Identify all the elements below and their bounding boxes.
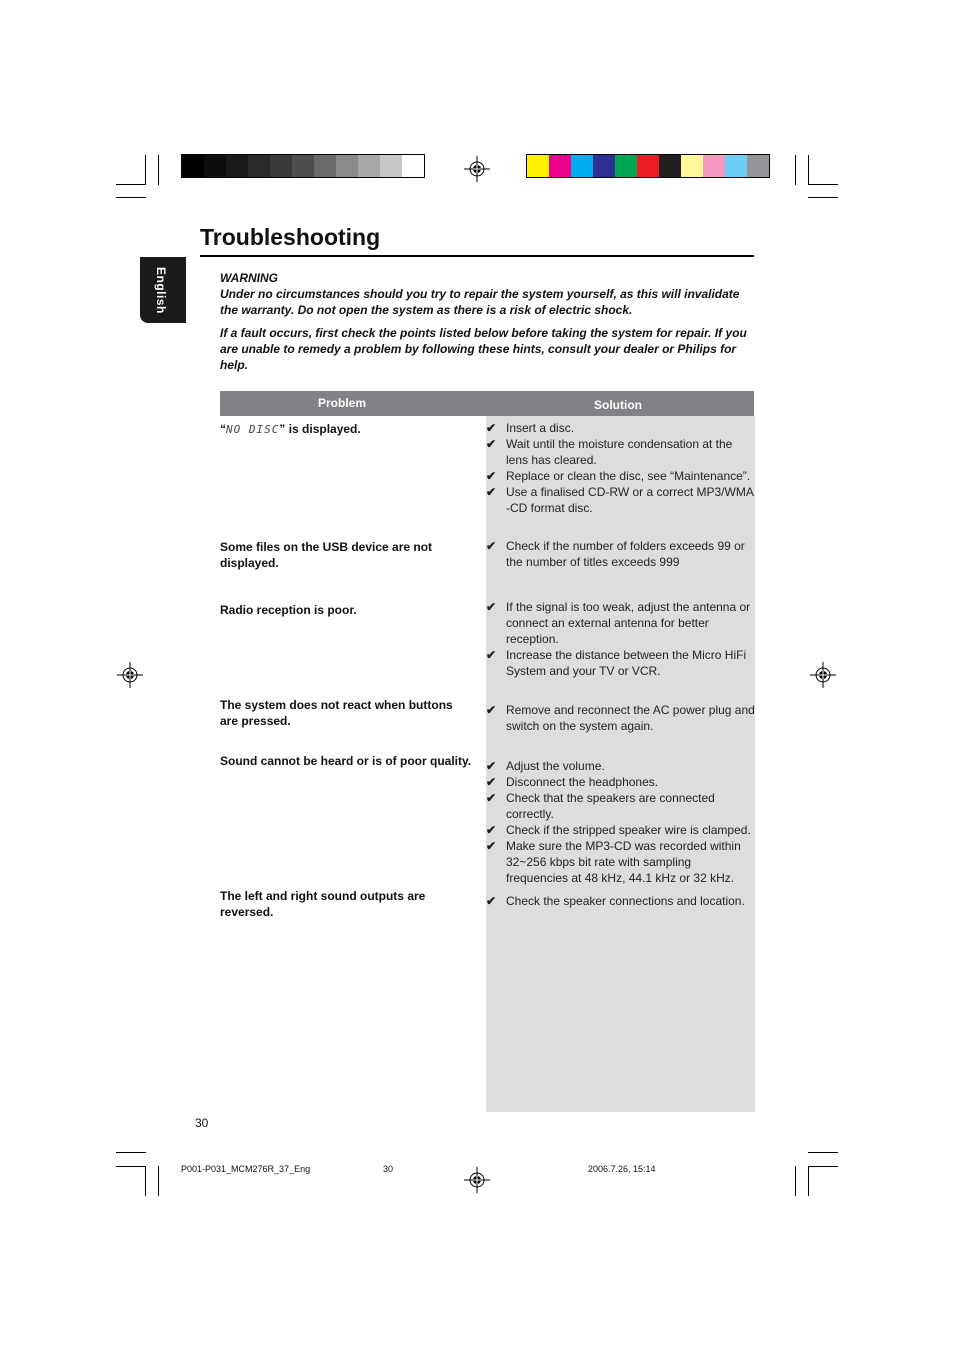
page-title: Troubleshooting [200,224,381,250]
solution-text: Insert a disc. [506,421,575,435]
solution-text: Disconnect the headphones. [506,775,659,789]
solution-list [486,702,756,734]
registration-mark-icon [810,662,836,688]
color-swatch [182,155,204,177]
warning-paragraph: If a fault occurs, first check the points listed below before taking the system for repair. If you are unable to remedy a problem by following these hints, consult your dealer or Philips for help. [220,326,747,372]
problem-text [220,421,472,438]
solution-text: Check that the speakers are connected correctly. [506,791,715,821]
color-swatch [681,155,703,177]
solution-item [486,484,756,516]
solution-list [486,538,756,570]
quote-mark: “ [220,422,226,436]
solution-item [486,822,756,838]
color-swatch [703,155,725,177]
check-icon: ✔ [486,775,497,789]
solution-list [486,599,756,679]
solution-item [486,790,756,822]
check-icon: ✔ [486,648,497,662]
crop-mark [795,1166,796,1196]
slug-page: 30 [383,1164,394,1174]
check-icon: ✔ [486,839,497,853]
solution-list [486,420,756,516]
solution-text: If the signal is too weak, adjust the antenna or connect an external antenna for better reception. [506,600,751,646]
crop-mark [116,197,146,198]
crop-mark [158,1166,159,1196]
solution-text: Check if the number of folders exceeds 99 or the number of titles exceeds 999 [506,539,745,569]
slug-timestamp: 2006.7.26, 15:14 [588,1164,656,1174]
color-calibration-bar [526,154,770,178]
solution-text: Check the speaker connections and location. [506,894,745,908]
color-swatch [358,155,380,177]
warning-paragraph: Under no circumstances should you try to repair the system yourself, as this will invalidate the warranty. Do not open the system as there is a risk of electric shock. [220,287,740,317]
color-swatch [336,155,358,177]
check-icon: ✔ [486,759,497,773]
check-icon: ✔ [486,421,497,435]
color-swatch [747,155,769,177]
grayscale-calibration-bar [181,154,425,178]
problem-text: The system does not react when buttons are pressed. [220,698,453,728]
solution-item [486,647,756,679]
registration-mark-icon [464,156,490,182]
check-icon: ✔ [486,823,497,837]
solution-text: Increase the distance between the Micro HiFi System and your TV or VCR. [506,648,747,678]
solution-item [486,436,756,468]
language-tab-label: English [154,267,168,314]
problem-text: Sound cannot be heard or is of poor quality. [220,754,472,768]
crop-mark [116,1152,146,1153]
crop-mark [808,155,809,185]
solution-text: Remove and reconnect the AC power plug and switch on the system again. [506,703,755,733]
check-icon: ✔ [486,469,497,483]
color-swatch [380,155,402,177]
problem-header-label: Problem [318,396,367,410]
color-swatch [659,155,681,177]
problem-text-tail: ” is displayed. [279,422,361,436]
color-swatch [571,155,593,177]
solution-list [486,893,756,909]
solution-item [486,538,756,570]
solution-item [486,702,756,734]
solution-item [486,599,756,647]
solution-header-label: Solution [594,398,642,412]
check-icon: ✔ [486,539,497,553]
solution-list [486,758,756,886]
crop-mark [808,1166,809,1196]
color-swatch [270,155,292,177]
solution-text: Use a finalised CD-RW or a correct MP3/WMA -CD format disc. [506,485,754,515]
solution-text: Wait until the moisture condensation at the lens has cleared. [506,437,733,467]
color-swatch [204,155,226,177]
solution-text: Make sure the MP3-CD was recorded within 32~256 kbps bit rate with sampling frequencies at 48 kHz, 44.1 kHz or 32 kHz. [506,839,741,885]
registration-mark-icon [117,662,143,688]
title-divider [200,255,754,257]
solution-item [486,838,756,886]
problem-text: The left and right sound outputs are reversed. [220,889,426,919]
solution-item [486,774,756,790]
color-swatch [725,155,747,177]
check-icon: ✔ [486,600,497,614]
crop-mark [116,1166,146,1167]
solution-column-header [486,391,754,416]
check-icon: ✔ [486,485,497,499]
crop-mark [795,155,796,185]
registration-mark-icon [464,1167,490,1193]
crop-mark [145,155,146,185]
language-tab [140,257,186,323]
color-swatch [314,155,336,177]
solution-item [486,758,756,774]
color-swatch [637,155,659,177]
crop-mark [808,1166,838,1167]
crop-mark [158,155,159,185]
crop-mark [808,197,838,198]
color-swatch [549,155,571,177]
color-swatch [527,155,549,177]
color-swatch [615,155,637,177]
check-icon: ✔ [486,894,497,908]
crop-mark [808,184,838,185]
solution-text: Adjust the volume. [506,759,605,773]
crop-mark [145,1166,146,1196]
problem-column-header [220,391,486,416]
problem-text: Radio reception is poor. [220,603,357,617]
warning-heading: WARNING [220,271,278,285]
lcd-text: NO DISC [226,423,280,436]
color-swatch [248,155,270,177]
color-swatch [226,155,248,177]
solution-item [486,420,756,436]
problem-text: Some files on the USB device are not displayed. [220,540,433,570]
crop-mark [808,1152,838,1153]
check-icon: ✔ [486,791,497,805]
crop-mark [116,184,146,185]
slug-filename: P001-P031_MCM276R_37_Eng [181,1164,311,1174]
check-icon: ✔ [486,703,497,717]
color-swatch [593,155,615,177]
solution-item [486,893,756,909]
check-icon: ✔ [486,437,497,451]
page-number: 30 [195,1116,209,1130]
color-swatch [292,155,314,177]
solution-item [486,468,756,484]
solution-text: Replace or clean the disc, see “Maintenance”. [506,469,751,483]
color-swatch [402,155,424,177]
solution-text: Check if the stripped speaker wire is clamped. [506,823,751,837]
